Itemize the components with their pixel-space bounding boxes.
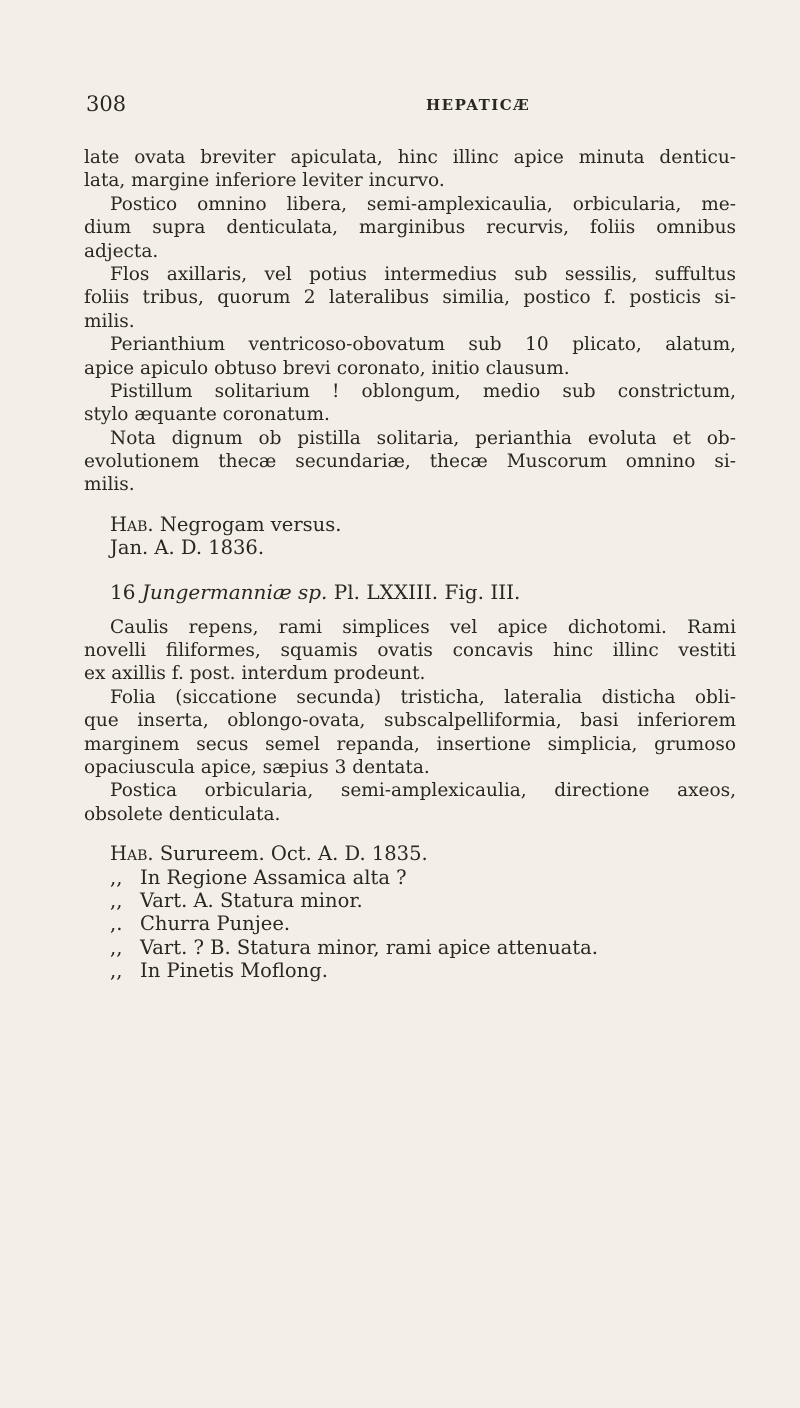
text-line: Pistillum solitarium ! oblongum, medio sub constrictum, [110, 380, 736, 402]
ditto-mark: ,, [110, 959, 123, 983]
ditto-mark: ,, [110, 865, 123, 889]
text-line: stylo æquante coronatum. [84, 404, 330, 426]
species-number: 16 [110, 579, 136, 604]
locality-text: In Pinetis Moflong. [140, 959, 328, 983]
text-line: late ovata breviter apiculata, hinc illinc apice minuta denticu- [84, 147, 736, 168]
locality-text: Vart. ? B. Statura minor, rami apice attenuata. [140, 935, 598, 959]
text-line: evolutionem thecæ secundariæ, thecæ Muscorum omnino si- [84, 451, 736, 473]
locality-text: In Regione Assamica alta ? [140, 865, 407, 889]
text-line: Caulis repens, rami simplices vel apice dichotomi. Rami [110, 616, 736, 638]
locality-line [84, 936, 736, 959]
text-line: Folia (siccatione secunda) tristicha, lateralia disticha obli- [110, 686, 736, 708]
text-line: que inserta, oblongo-ovata, subscalpelliformia, basi inferiorem [84, 710, 736, 732]
species-name: Jungermanniæ sp. [141, 579, 328, 604]
habitat-text: Negrogam versus. [159, 512, 342, 536]
hab-label: Hab. [110, 512, 154, 536]
text-line: milis. [84, 310, 135, 332]
ditto-mark: ,, [110, 888, 123, 912]
locality-text: Churra Punjee. [140, 912, 291, 936]
text-line: dium supra denticulata, marginibus recurvis, foliis omnibus [84, 217, 736, 239]
text-line: lata, margine inferiore leviter incurvo. [84, 170, 445, 192]
locality-line [84, 889, 736, 912]
text-line: Postica orbicularia, semi-amplexicaulia, directione axeos, [110, 780, 736, 802]
text-line: Nota dignum ob pistilla solitaria, perianthia evoluta et ob- [110, 427, 736, 449]
text-line: Postico omnino libera, semi-amplexicaulia, orbicularia, me- [110, 193, 736, 215]
habitat-text: Surureem. Oct. A. D. 1835. [159, 842, 428, 866]
running-head: HEPATICÆ [426, 96, 531, 114]
ditto-mark: ,. [110, 912, 123, 936]
text-line: adjecta. [84, 240, 159, 262]
text-line: marginem secus semel repanda, insertione simplicia, grumoso [84, 733, 736, 755]
habitat-line [84, 842, 736, 865]
ditto-mark: ,, [110, 935, 123, 959]
text-line: milis. [84, 474, 135, 496]
text-line: novelli filiformes, squamis ovatis concavis hinc illinc vestiti [84, 640, 736, 662]
page-header [86, 92, 726, 116]
body-text [84, 146, 736, 983]
text-line: apice apiculo obtuso brevi coronato, initio clausum. [84, 357, 570, 379]
locality-line [84, 866, 736, 889]
page-number: 308 [86, 92, 127, 116]
text-line: foliis tribus, quorum 2 lateralibus similia, postico f. posticis si- [84, 287, 736, 309]
text-line: obsolete denticulata. [84, 803, 281, 825]
species-heading [84, 576, 736, 608]
plate-reference: Pl. LXXIII. Fig. III. [333, 579, 521, 604]
locality-line [84, 912, 736, 935]
text-line: ex axillis f. post. interdum prodeunt. [84, 663, 426, 685]
habitat-line [84, 513, 736, 536]
hab-label: Hab. [110, 842, 154, 866]
text-line: opaciuscula apice, sæpius 3 dentata. [84, 756, 430, 778]
text-line: Perianthium ventricoso-obovatum sub 10 plicato, alatum, [110, 334, 736, 356]
text-line: Flos axillaris, vel potius intermedius sub sessilis, suffultus [110, 263, 736, 285]
date-line: Jan. A. D. 1836. [110, 536, 265, 560]
locality-text: Vart. A. Statura minor. [140, 888, 363, 912]
locality-line [84, 959, 736, 982]
